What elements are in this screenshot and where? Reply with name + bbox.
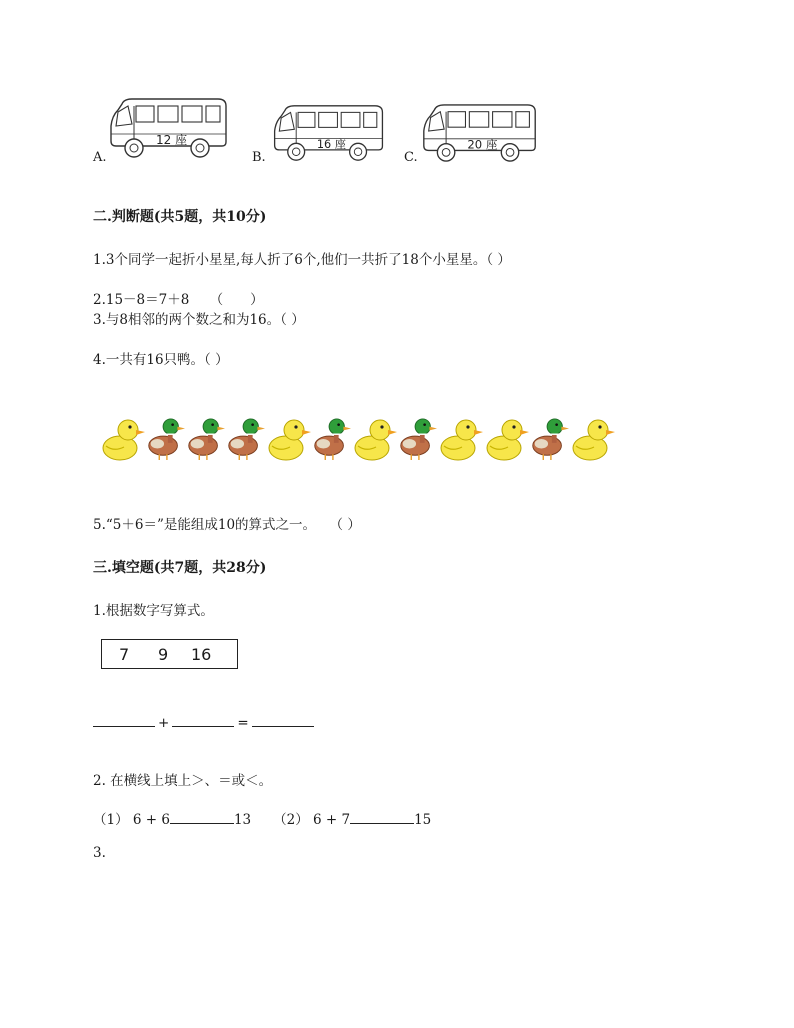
equation-blanks [93, 712, 314, 731]
mallard-duck-icon [224, 414, 266, 464]
option-a-letter: A. [93, 150, 107, 165]
compare-1-right: 13 [233, 812, 252, 828]
section-2-question-3: 3.与8相邻的两个数之和为16。（ ） [93, 312, 305, 328]
bus-12-seat-image [108, 96, 230, 160]
option-b-letter: B. [252, 150, 266, 165]
compare-2-left: （2） 6 + 7 [273, 812, 351, 828]
yellow-duck-icon [264, 414, 312, 464]
section-3-question-1: 1.根据数字写算式。 [93, 603, 214, 619]
bus-seat-label: 20 座 [467, 137, 498, 152]
section-2-question-4: 4.一共有16只鸭。（ ） [93, 352, 229, 368]
equals-sign: = [237, 715, 249, 731]
section-2-question-1: 1.3个同学一起折小星星,每人折了6个,他们一共折了18个小星星。（ ） [93, 252, 511, 268]
number-box [101, 639, 238, 669]
blank-addend-1[interactable] [93, 712, 155, 727]
compare-2-right: 15 [414, 812, 432, 828]
plus-sign: + [158, 715, 170, 731]
yellow-duck-icon [482, 414, 530, 464]
number-16: 16 [191, 645, 212, 664]
compare-1-blank[interactable] [170, 809, 234, 824]
yellow-duck-icon [568, 414, 616, 464]
bus-icon [108, 96, 230, 160]
section-3-question-3: 3. [93, 845, 106, 861]
section-2-question-5: 5.“5＋6＝”是能组成10的算式之一。 （ ） [93, 517, 361, 533]
bus-seat-label: 16 座 [316, 138, 346, 151]
number-9: 9 [158, 645, 169, 664]
section-2-heading: 二.判断题(共5题，共10分) [93, 209, 267, 225]
yellow-duck-icon [436, 414, 484, 464]
ducks-row [98, 414, 614, 464]
bus-16-seat-image [270, 103, 388, 163]
mallard-duck-icon [144, 414, 186, 464]
blank-addend-2[interactable] [172, 712, 234, 727]
compare-1-left: （1） 6 + 6 [93, 812, 170, 828]
bus-icon [420, 102, 540, 164]
yellow-duck-icon [98, 414, 146, 464]
option-c-letter: C. [404, 150, 418, 165]
bus-seat-label: 12 座 [156, 133, 188, 147]
compare-row [93, 808, 431, 828]
section-2-question-2: 2.15－8＝7＋8 （ ） [93, 292, 264, 308]
mallard-duck-icon [528, 414, 570, 464]
bus-icon [270, 103, 388, 163]
number-7: 7 [119, 645, 130, 664]
bus-20-seat-image [420, 102, 540, 164]
compare-2-blank[interactable] [350, 809, 414, 824]
mallard-duck-icon [396, 414, 438, 464]
section-3-question-2: 2. 在横线上填上＞、＝或＜。 [93, 773, 273, 789]
mallard-duck-icon [310, 414, 352, 464]
blank-sum[interactable] [252, 712, 314, 727]
yellow-duck-icon [350, 414, 398, 464]
mallard-duck-icon [184, 414, 226, 464]
section-3-heading: 三.填空题(共7题，共28分) [93, 560, 267, 576]
